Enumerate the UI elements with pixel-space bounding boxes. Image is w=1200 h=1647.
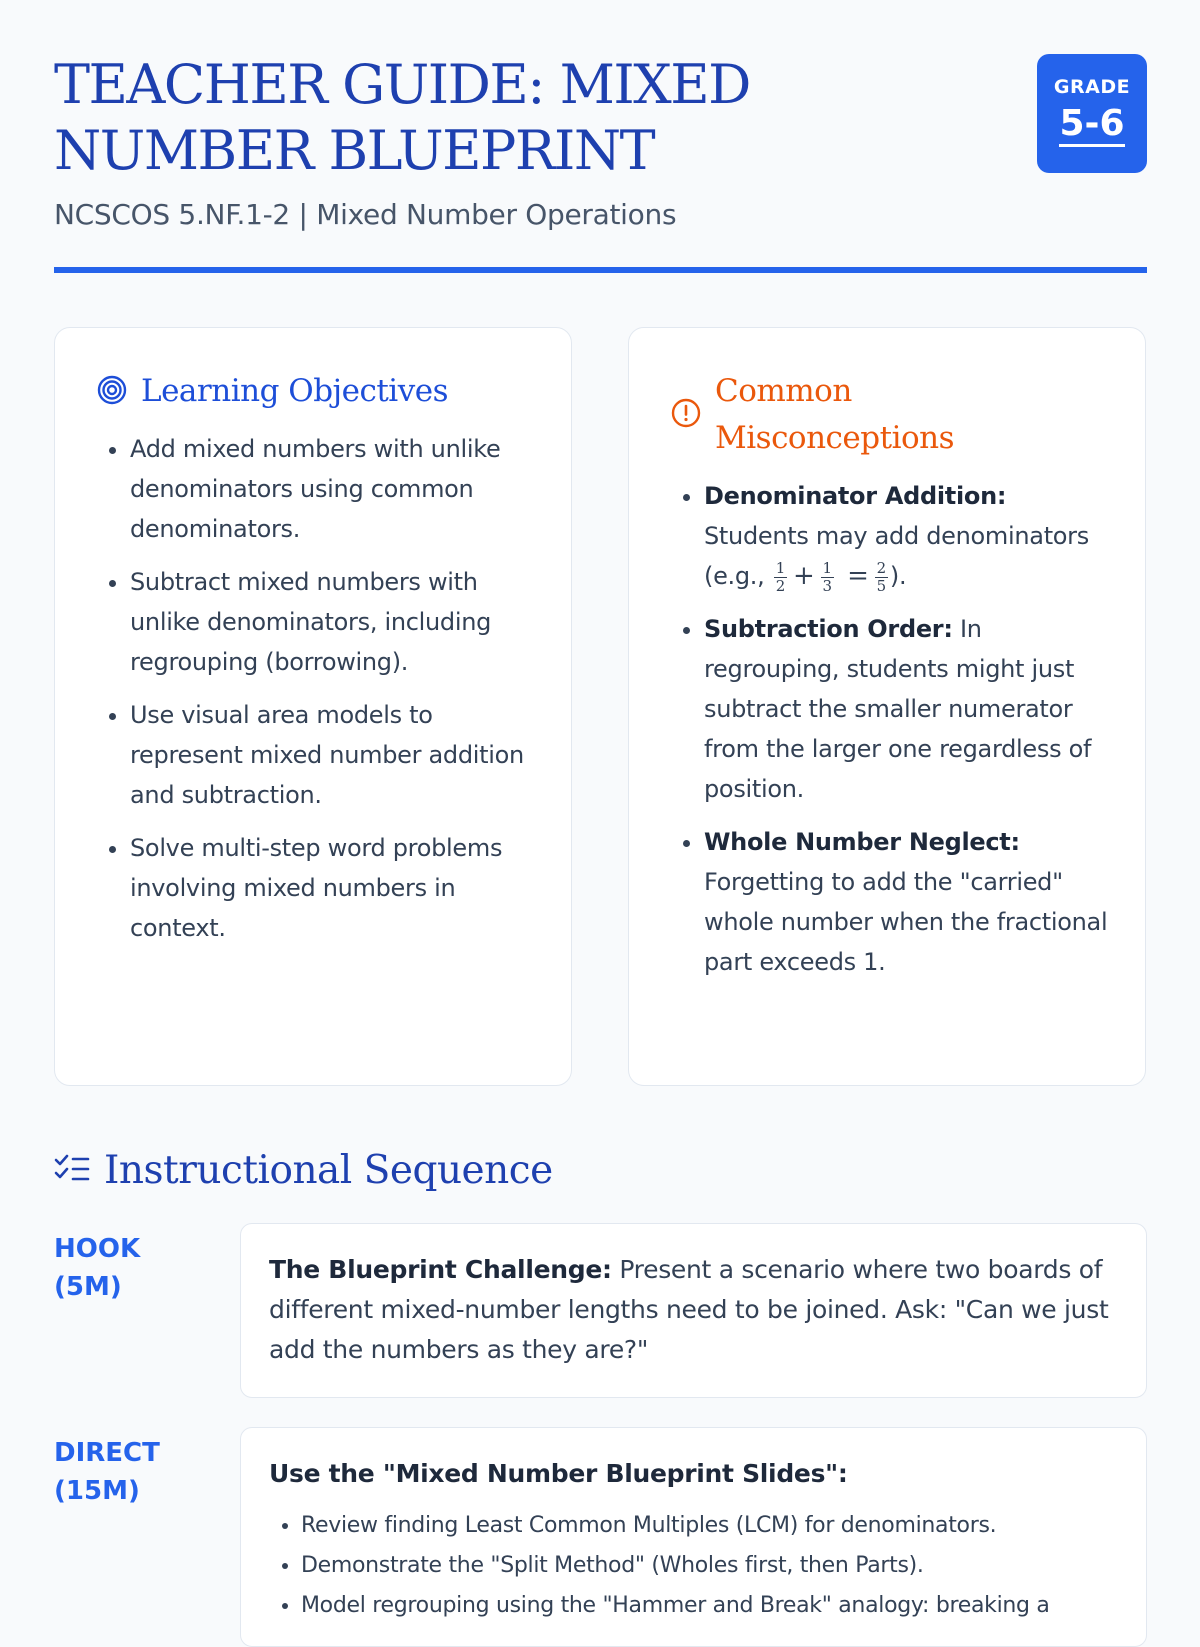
misconception-text: Students may add denominators (e.g., (704, 522, 1089, 590)
step-label-direct: DIRECT (15M) (54, 1438, 160, 1506)
common-misconceptions-heading (671, 368, 1115, 462)
grade-badge (1037, 54, 1147, 173)
page-header (54, 0, 1147, 270)
instructional-sequence-title: Instructional Sequence (104, 1148, 553, 1193)
misconception-item (704, 476, 1115, 596)
learning-objectives-title: Learning Objectives (141, 373, 448, 409)
objective-item: • Add mixed numbers with unlike denominators using common denominators. (130, 429, 541, 549)
header-divider (54, 267, 1147, 273)
step-card-hook (240, 1223, 1147, 1398)
step-lead: The Blueprint Challenge: (269, 1255, 612, 1284)
step-description (269, 1250, 1118, 1370)
instructional-sequence-heading (54, 1148, 553, 1193)
step-card-direct (240, 1427, 1147, 1647)
step-label-hook: HOOK (5M) (54, 1234, 141, 1302)
plus-sign: + (793, 561, 815, 591)
common-misconceptions-card (628, 327, 1146, 1086)
teacher-guide-page (54, 0, 1147, 1618)
page-title: TEACHER GUIDE: MIXED NUMBER BLUEPRINT (54, 53, 750, 182)
step-bullets (269, 1506, 1118, 1626)
grade-label: GRADE (1053, 76, 1131, 98)
learning-objectives-card (54, 327, 572, 1086)
misconceptions-list (671, 476, 1115, 982)
equals-sign: = (847, 561, 869, 591)
target-icon (97, 375, 127, 409)
objective-item: • Use visual area models to represent mixed number addition and subtraction. (130, 695, 541, 815)
misconception-tail: ). (889, 562, 907, 590)
step-bullet: • Demonstrate the "Split Method" (Wholes first, then Parts). (301, 1546, 1118, 1586)
objectives-list (97, 429, 541, 948)
checklist-icon (54, 1153, 90, 1189)
objective-item: • Subtract mixed numbers with unlike denominators, including regrouping (borrowing). (130, 562, 541, 682)
common-misconceptions-title: Common Misconceptions (715, 373, 955, 456)
learning-objectives-heading (97, 368, 541, 415)
step-bullet: • Review finding Least Common Multiples (LCM) for denominators. (301, 1506, 1118, 1546)
fraction-two-fifths: $\frac{2}{5}$ (876, 558, 886, 595)
step-bullet: • Model regrouping using the "Hammer and Break" analogy: breaking a (301, 1586, 1118, 1626)
alert-circle-icon (671, 398, 701, 432)
page-subtitle: NCSCOS 5.NF.1-2 | Mixed Number Operations (54, 198, 677, 231)
fraction-one-half: $\frac{1}{2}$ (775, 558, 786, 595)
step-lead: Use the "Mixed Number Blueprint Slides": (269, 1459, 848, 1488)
step-text: Present a scenario where two boards of different mixed-number lengths need to be joined. Ask: "Can we just add the numbers as they are?" (269, 1255, 1109, 1364)
fraction-one-third: $\frac{1}{3}$ (822, 558, 832, 595)
objective-item: • Solve multi-step word problems involving mixed numbers in context. (130, 828, 541, 948)
misconception-text: Forgetting to add the "carried" whole number when the fractional part exceeds 1. (704, 868, 1108, 976)
step-description (269, 1454, 1118, 1494)
misconception-term: Denominator Addition: (704, 482, 1007, 510)
misconception-item (704, 609, 1115, 809)
misconception-term: Whole Number Neglect: (704, 828, 1020, 856)
misconception-item (704, 822, 1115, 982)
misconception-term: Subtraction Order: (704, 615, 953, 643)
misconception-text: In regrouping, students might just subtract the smaller numerator from the larger one regardless of position. (704, 615, 1092, 803)
grade-value: 5-6 (1059, 104, 1124, 147)
